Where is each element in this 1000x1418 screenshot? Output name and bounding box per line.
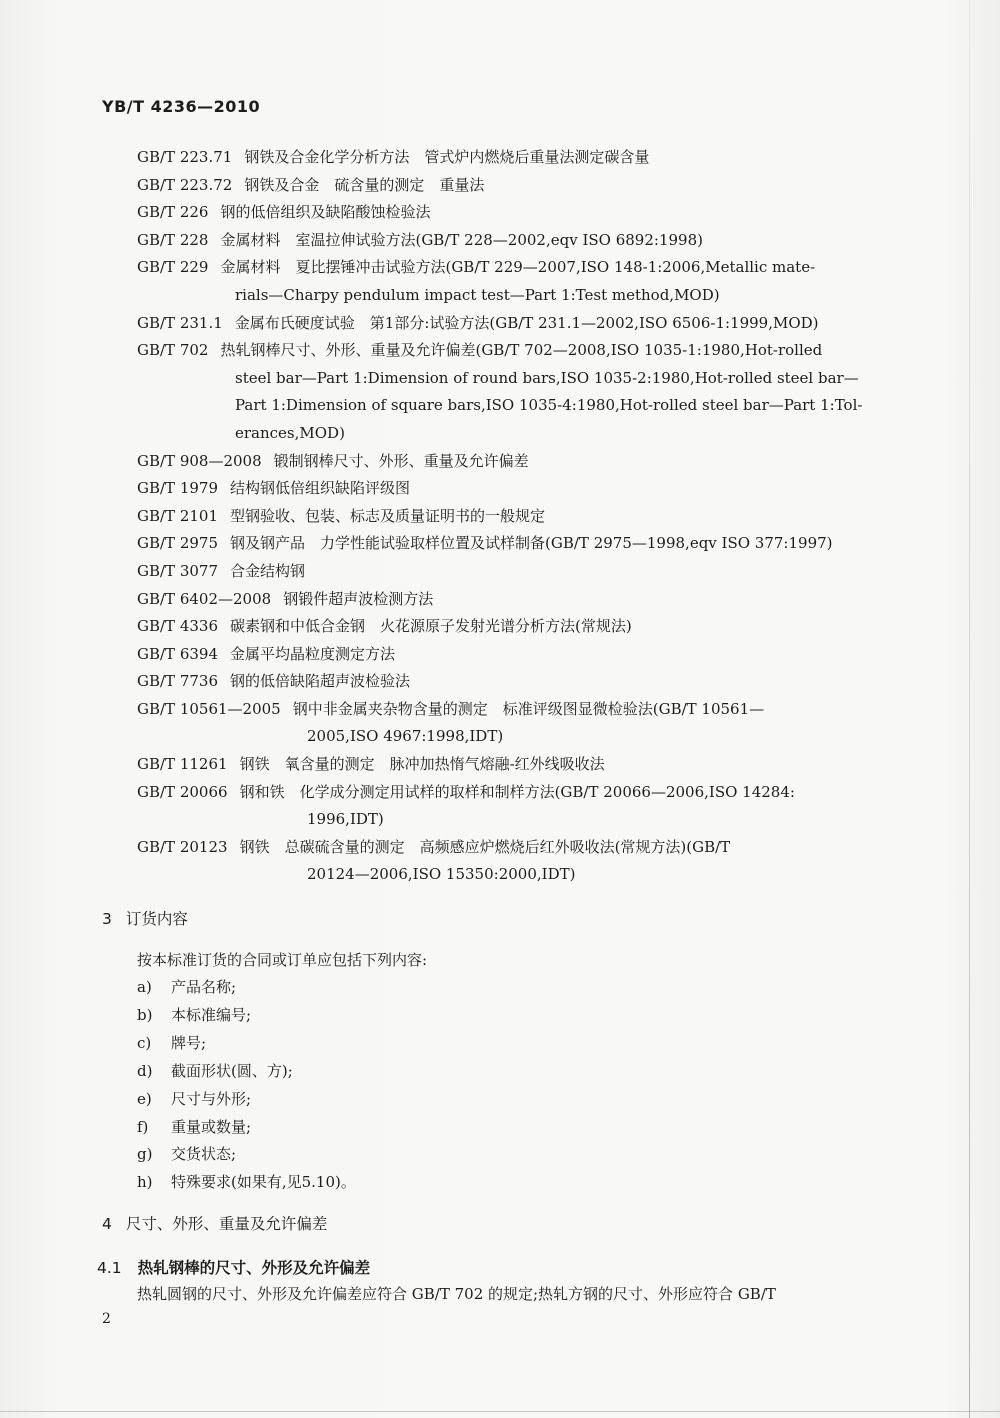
item-marker: d) (137, 1061, 153, 1080)
reference-code: GB/T 223.72 (137, 175, 233, 194)
item-marker: b) (137, 1005, 153, 1024)
reference-title: 钢及钢产品 力学性能试验取样位置及试样制备(GB/T 2975—1998,eqv ISO 377:1997) (230, 534, 833, 553)
reference-title: 结构钢低倍组织缺陷评级图 (230, 479, 411, 498)
reference-code: GB/T 6402—2008 (137, 589, 272, 608)
reference-item (137, 310, 903, 338)
item-text: 交货状态; (171, 1145, 237, 1164)
section-3-heading (102, 907, 188, 929)
order-item (137, 1030, 356, 1058)
reference-code: GB/T 2975 (137, 534, 219, 553)
reference-continuation: 1996,IDT) (307, 810, 384, 829)
reference-item (137, 448, 903, 476)
reference-code: GB/T 20066 (137, 782, 228, 801)
item-text: 特殊要求(如果有,见5.10)。 (171, 1173, 356, 1192)
reference-code: GB/T 702 (137, 341, 209, 360)
reference-item (137, 586, 903, 614)
item-marker: h) (137, 1173, 153, 1192)
reference-title: 钢锻件超声波检测方法 (283, 589, 434, 608)
reference-code: GB/T 231.1 (137, 313, 223, 332)
reference-item (137, 144, 903, 172)
reference-title: 碳素钢和中低合金钢 火花源原子发射光谱分析方法(常规法) (230, 617, 632, 636)
reference-code: GB/T 226 (137, 203, 209, 222)
scan-edge-right (969, 0, 970, 1418)
item-marker: a) (137, 978, 152, 996)
reference-title: 钢铁及合金化学分析方法 管式炉内燃烧后重量法测定碳含量 (244, 148, 650, 166)
reference-code: GB/T 11261 (137, 755, 228, 774)
reference-title: 热轧钢棒尺寸、外形、重量及允许偏差(GB/T 702—2008,ISO 1035-1:1980,Hot-rolled (220, 341, 823, 360)
item-marker: e) (137, 1089, 152, 1108)
reference-title: 钢铁及合金 硫含量的测定 重量法 (244, 175, 485, 194)
item-text: 本标准编号; (171, 1005, 252, 1024)
reference-title: 钢铁 总碳硫含量的测定 高频感应炉燃烧后红外吸收法(常规方法)(GB/T (239, 837, 731, 856)
reference-item (137, 613, 903, 641)
reference-item (137, 227, 903, 255)
order-item (137, 1169, 356, 1197)
reference-item (137, 779, 903, 834)
item-text: 产品名称; (171, 978, 237, 996)
reference-title: 钢的低倍缺陷超声波检验法 (230, 672, 411, 691)
page-number: 2 (102, 1311, 111, 1327)
reference-item (137, 668, 903, 696)
order-item (137, 1086, 356, 1114)
section-title: 订货内容 (125, 910, 188, 928)
reference-continuation: 2005,ISO 4967:1998,IDT) (307, 727, 504, 746)
reference-item (137, 834, 903, 889)
reference-code: GB/T 3077 (137, 561, 219, 580)
reference-code: GB/T 908—2008 (137, 451, 262, 470)
reference-item (137, 558, 903, 586)
item-text: 牌号; (171, 1033, 207, 1052)
reference-continuation: rials—Charpy pendulum impact test—Part 1:Test method,MOD) (235, 285, 720, 304)
reference-continuation: Part 1:Dimension of square bars,ISO 1035-4:1980,Hot-rolled steel bar—Part 1:Tol- (235, 396, 863, 415)
reference-title: 金属材料 室温拉伸试验方法(GB/T 228—2002,eqv ISO 6892:1998) (220, 230, 703, 249)
reference-title: 钢的低倍组织及缺陷酸蚀检验法 (220, 203, 431, 222)
item-marker: f) (137, 1117, 149, 1136)
reference-item (137, 641, 903, 669)
reference-code: GB/T 1979 (137, 479, 219, 498)
reference-code: GB/T 2101 (137, 506, 219, 525)
reference-code: GB/T 7736 (137, 672, 219, 691)
section-number: 4.1 (97, 1259, 122, 1277)
reference-title: 型钢验收、包装、标志及质量证明书的一般规定 (230, 506, 546, 525)
reference-item (137, 751, 903, 779)
reference-code: GB/T 6394 (137, 644, 219, 663)
reference-item (137, 172, 903, 200)
reference-title: 金属布氏硬度试验 第1部分:试验方法(GB/T 231.1—2002,ISO 6506-1:1999,MOD) (234, 313, 819, 332)
reference-item (137, 254, 903, 309)
order-item (137, 974, 356, 1002)
reference-item (137, 199, 903, 227)
reference-title: 钢和铁 化学成分测定用试样的取样和制样方法(GB/T 20066—2006,ISO 14284: (239, 782, 795, 801)
normative-references-list (137, 144, 903, 889)
reference-item (137, 530, 903, 558)
order-item (137, 1141, 356, 1169)
reference-title: 合金结构钢 (230, 561, 306, 580)
reference-item (137, 503, 903, 531)
section-number: 3 (102, 910, 112, 928)
reference-continuation: erances,MOD) (235, 423, 345, 442)
reference-item (137, 475, 903, 503)
section-4-1-heading (97, 1256, 370, 1278)
section-3-intro: 按本标准订货的合同或订单应包括下列内容: (137, 951, 428, 969)
reference-code: GB/T 223.71 (137, 148, 233, 166)
scan-edge-bottom (0, 1411, 1000, 1412)
reference-code: GB/T 20123 (137, 837, 228, 856)
item-text: 重量或数量; (171, 1117, 252, 1136)
reference-title: 金属平均晶粒度测定方法 (230, 644, 396, 663)
standard-header: YB/T 4236—2010 (102, 97, 261, 116)
item-text: 尺寸与外形; (171, 1089, 252, 1108)
section-4-heading (102, 1212, 327, 1234)
item-text: 截面形状(圆、方); (171, 1061, 293, 1080)
reference-code: GB/T 4336 (137, 617, 219, 636)
reference-title: 钢铁 氧含量的测定 脉冲加热惰气熔融-红外线吸收法 (239, 755, 605, 774)
reference-code: GB/T 228 (137, 230, 209, 249)
reference-item (137, 337, 903, 447)
section-title: 尺寸、外形、重量及允许偏差 (125, 1215, 328, 1233)
item-marker: g) (137, 1145, 153, 1164)
item-marker: c) (137, 1033, 152, 1052)
section-4-1-paragraph: 热轧圆钢的尺寸、外形及允许偏差应符合 GB/T 702 的规定;热轧方钢的尺寸、外形应符合 GB/T (137, 1285, 776, 1303)
order-item (137, 1114, 356, 1142)
section-title: 热轧钢棒的尺寸、外形及允许偏差 (137, 1259, 371, 1277)
reference-title: 金属材料 夏比摆锤冲击试验方法(GB/T 229—2007,ISO 148-1:2006,Metallic mate- (220, 258, 816, 277)
reference-continuation: 20124—2006,ISO 15350:2000,IDT) (307, 865, 576, 884)
reference-title: 锻制钢棒尺寸、外形、重量及允许偏差 (273, 451, 529, 470)
reference-code: GB/T 10561—2005 (137, 699, 281, 718)
reference-item (137, 696, 903, 751)
reference-continuation: steel bar—Part 1:Dimension of round bars,ISO 1035-2:1980,Hot-rolled steel bar— (235, 368, 859, 387)
order-item (137, 1058, 356, 1086)
section-number: 4 (102, 1215, 112, 1233)
reference-title: 钢中非金属夹杂物含量的测定 标准评级图显微检验法(GB/T 10561— (292, 699, 765, 718)
reference-code: GB/T 229 (137, 258, 209, 277)
order-items-list (137, 974, 356, 1197)
order-item (137, 1002, 356, 1030)
